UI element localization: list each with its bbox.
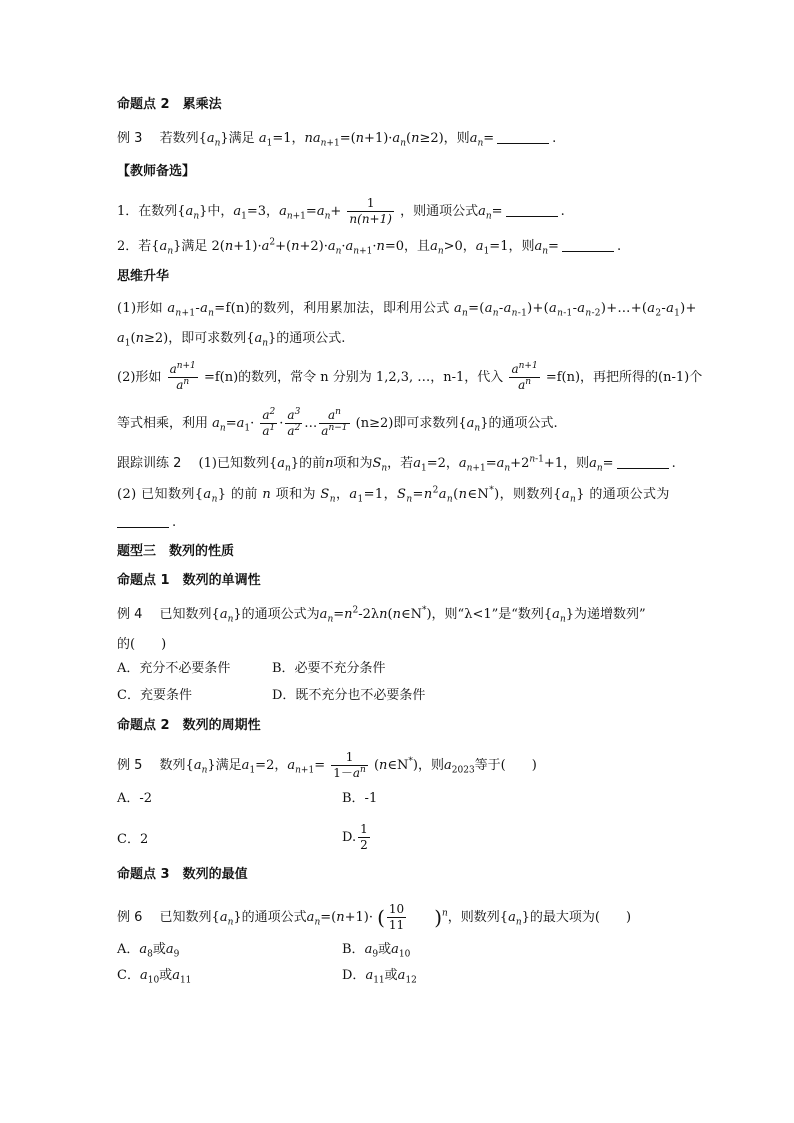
option-b[interactable]: B．-1 xyxy=(342,791,378,806)
answer-blank xyxy=(497,131,549,144)
tracking-practice-line-2: (2) 已知数列$\{a_n\}$ 的前 n 项和为 $S_n$，$a_1=1$，$S_n=n^2a_n(n\in N^*)$，则数列$\{a_n\}$ 的通项公式为 xyxy=(117,485,670,505)
example-label: 例 6 xyxy=(117,910,143,925)
option-a[interactable]: A．-2 xyxy=(117,791,153,806)
thinking-item-2-line-1: (2)形如 $\frac{a^{n+1}}{a^n}$ =f(n)的数列，常令 n 分别为 1,2,3, …，n-1，代入 $\frac{a^{n+1}}{a^n}$ =f(n)，再把所得的(n-1)个 xyxy=(117,361,703,392)
fraction: $\frac{1}{2}$ xyxy=(360,822,368,852)
answer-blank xyxy=(562,239,614,252)
example-3: 例 3 若数列$\{a_n\}$满足 $a_1=1$，$na_{n+1}=(n+1)\cdot a_n(n\ge 2)$，则$a_n=$ . xyxy=(117,131,557,149)
option-a[interactable]: A．$a_8$或$a_9$ xyxy=(117,942,180,960)
option-d[interactable]: D. $\frac{1}{2}$ xyxy=(342,822,368,852)
option-d[interactable]: D．$a_{11}$或$a_{12}$ xyxy=(342,968,417,986)
section-title-extremum: 命题点 3 数列的最值 xyxy=(117,867,248,882)
fraction: $\frac{a^2}{a^1}$ xyxy=(262,407,276,438)
fraction: $\frac{1}{n(n+1)}$ xyxy=(349,196,392,226)
thinking-item-2-line-2: 等式相乘，利用 $a_n=a_1\cdot$ $\frac{a^2}{a^1}$ · $\frac{a^3}{a^2}$ … $\frac{a^n}{a^{n-1}}$ (n≥2)即可求数列$\{a_n\}$的通项公式. xyxy=(117,407,558,438)
option-b[interactable]: B．必要不充分条件 xyxy=(272,661,386,676)
thinking-item-1-line-2: $a_1(n\ge 2)$，即可求数列$\{a_n\}$的通项公式. xyxy=(117,331,346,349)
question-type-3-title: 题型三 数列的性质 xyxy=(117,544,235,559)
example-6: 例 6 已知数列$\{a_n\}$的通项公式$a_n=(n+1)\cdot$ ( $\frac{10}{11}$ )$^n$，则数列$\{a_n\}$的最大项为( ) xyxy=(117,902,632,932)
thinking-title: 思维升华 xyxy=(117,269,170,284)
fraction: $\frac{a^3}{a^2}$ xyxy=(287,407,301,438)
answer-blank xyxy=(506,204,558,217)
section-title-periodicity: 命题点 2 数列的周期性 xyxy=(117,718,261,733)
option-b[interactable]: B．$a_9$或$a_{10}$ xyxy=(342,942,411,960)
answer-blank xyxy=(117,515,169,528)
teacher-selection-title: 【教师备选】 xyxy=(117,164,196,179)
tracking-practice-line-1: 跟踪训练 2 (1)已知数列$\{a_n\}$的前n项和为$S_n$，若$a_1=2$，$a_{n+1}=a_n+2^{n-1}+1$，则$a_n=$ . xyxy=(117,454,676,474)
tracking-label: 跟踪训练 2 xyxy=(117,456,182,471)
fraction: $\frac{a^{n+1}}{a^n}$ xyxy=(511,361,538,392)
option-c[interactable]: C．充要条件 xyxy=(117,688,192,703)
teacher-problem-1: 1．在数列$\{a_n\}$中，$a_1=3$，$a_{n+1}=a_n+$ $\frac{1}{n(n+1)}$ ，则通项公式$a_n=$ . xyxy=(117,196,565,226)
teacher-problem-2: 2．若$\{a_n\}$满足 $2(n+1)\cdot a^2+(n+2)\cdot a_n\cdot a_{n+1}\cdot n=0$，且$a_n>0$，$a_1=1$，则$a_n=$ . xyxy=(117,237,622,257)
fraction: $\frac{1}{1-a^n}$ xyxy=(333,750,366,780)
fraction: $\frac{a^{n+1}}{a^n}$ xyxy=(169,361,196,392)
answer-blank xyxy=(617,456,669,469)
option-d[interactable]: D．既不充分也不必要条件 xyxy=(272,688,426,703)
option-a[interactable]: A．充分不必要条件 xyxy=(117,661,231,676)
example-4-line-2: 的( ) xyxy=(117,637,167,652)
example-label: 例 3 xyxy=(117,131,143,146)
example-5: 例 5 数列$\{a_n\}$满足$a_1=2$，$a_{n+1}=$ $\frac{1}{1-a^n}$ (n∈N*)，则$a_{2023}$等于( ) xyxy=(117,750,537,780)
option-c[interactable]: C．2 xyxy=(117,832,149,847)
section-title-monotonicity: 命题点 1 数列的单调性 xyxy=(117,573,261,588)
example-label: 例 5 xyxy=(117,758,143,773)
thinking-item-1-line-1: (1)形如 $a_{n+1}-a_n=f(n)$的数列，利用累加法，即利用公式 $a_n=(a_n-a_{n-1})+(a_{n-1}-a_{n-2})+\dots+(a_2-a_1)+$ xyxy=(117,301,697,319)
fraction: $\frac{a^n}{a^{n-1}}$ xyxy=(321,407,348,438)
fraction: $\frac{10}{11}$ xyxy=(388,902,405,932)
example-4: 例 4 已知数列$\{a_n\}$的通项公式为$a_n=n^2-2\lambda n(n\in N^*)$，则“λ<1”是“数列$\{a_n\}$为递增数列” xyxy=(117,605,646,625)
tracking-practice-line-3: . xyxy=(117,514,176,532)
option-c[interactable]: C．$a_{10}$或$a_{11}$ xyxy=(117,968,192,986)
section-title-cumulative-product: 命题点 2 累乘法 xyxy=(117,97,222,112)
example-label: 例 4 xyxy=(117,607,143,622)
